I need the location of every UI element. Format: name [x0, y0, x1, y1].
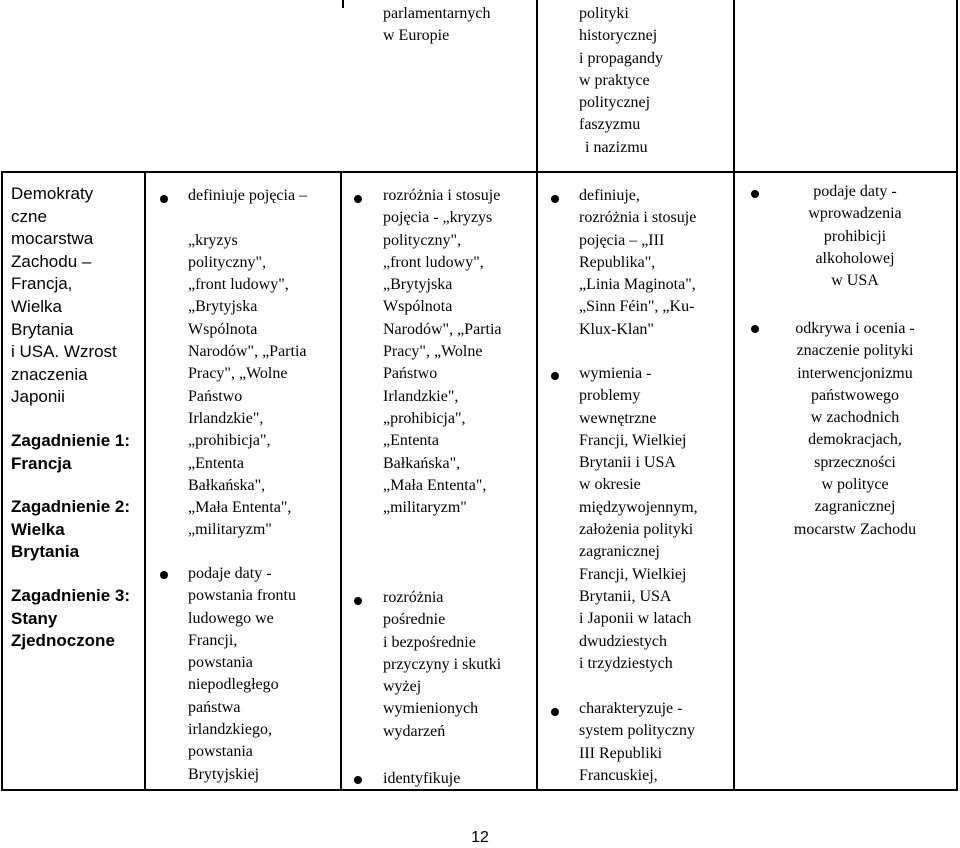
bullet-icon: [551, 708, 559, 716]
text-line: wewnętrzne: [579, 409, 657, 427]
text-line: wymienia -: [579, 365, 652, 382]
text-line: pojęcia – „III: [579, 231, 665, 249]
text-line: problemy: [579, 387, 641, 405]
text-line: III Republiki: [579, 744, 663, 762]
text-line: mocarstwa: [11, 229, 94, 249]
column-divider-1: [144, 171, 146, 791]
text-line: prohibicji: [823, 227, 887, 245]
text-line: polityczny",: [383, 231, 462, 249]
text-line: i bezpośrednie: [383, 633, 476, 651]
text-line: historycznej: [579, 27, 658, 45]
text-line: [188, 207, 307, 229]
bullet-icon: [160, 571, 168, 579]
text-line: Japonii: [11, 387, 65, 407]
text-line: zagranicznej: [814, 498, 896, 516]
text-line: Francja,: [11, 274, 73, 294]
text-line: politycznej: [579, 94, 651, 112]
text-line: „prohibicja",: [383, 409, 466, 427]
bullet-icon: [751, 325, 759, 333]
text-line: znaczenia: [11, 364, 88, 384]
text-line: „Brytyjska: [188, 298, 258, 316]
text-line: Demokraty: [11, 184, 94, 203]
text-line: Francji, Wielkiej: [579, 565, 687, 583]
list-item: [579, 185, 696, 341]
text-line: irlandzkiego,: [188, 721, 272, 739]
text-line: w USA: [831, 272, 879, 290]
text-line: założenia polityki: [579, 521, 694, 539]
text-line: „Mała Ententa",: [188, 499, 292, 517]
text-line: międzywojennym,: [579, 498, 698, 516]
text-line: „Brytyjska: [383, 276, 453, 294]
text-line: „prohibicja",: [188, 432, 271, 450]
text-line: dwudziestych: [579, 632, 667, 650]
topic-2: [11, 496, 130, 564]
text-line: Narodów", „Partia: [188, 343, 307, 361]
text-line: Irlandzkie",: [383, 387, 459, 405]
text-line: Zachodu –: [11, 251, 92, 271]
text-line: niepodległego: [188, 676, 279, 694]
text-line: faszyzmu: [579, 116, 641, 134]
list-item: [188, 185, 307, 542]
header-col5: [579, 3, 663, 159]
bullet-icon: [751, 190, 759, 198]
text-line: Francja: [11, 453, 72, 473]
text-line: alkoholowej: [815, 249, 895, 267]
list-item: [383, 185, 502, 519]
text-line: powstania frontu: [188, 587, 296, 605]
text-line: powstania: [188, 743, 253, 761]
text-line: Brytanii i USA: [579, 454, 676, 472]
text-line: Pracy", „Wolne: [383, 343, 483, 361]
text-line: charakteryzuje -: [579, 700, 683, 717]
text-line: „Linia Maginota",: [579, 276, 696, 294]
text-line: polityki: [579, 5, 629, 22]
text-line: mocarstw Zachodu: [793, 520, 917, 538]
bullet-icon: [551, 195, 559, 203]
list-item: [383, 587, 501, 743]
text-line: w Europie: [383, 27, 450, 45]
section-title: [11, 183, 117, 409]
text-line: Państwo: [383, 365, 438, 383]
topic-3: [11, 585, 130, 653]
text-line: Francji, Wielkiej: [579, 431, 687, 449]
text-line: Stany: [11, 608, 58, 628]
text-line: Wspólnota: [188, 320, 258, 338]
text-line: „militaryzm": [188, 521, 272, 539]
text-line: Brytania: [11, 542, 80, 562]
text-line: „Ententa: [188, 454, 244, 472]
text-line: w praktyce: [579, 71, 650, 89]
text-line: wymienionych: [383, 700, 479, 718]
text-line: sprzeczności: [814, 453, 896, 471]
text-line: podaje daty -: [813, 183, 897, 200]
bullet-icon: [354, 776, 362, 784]
text-line: system polityczny: [579, 722, 695, 740]
column-divider-2: [340, 171, 342, 791]
page-number: 12: [471, 829, 489, 846]
text-line: Francuskiej,: [579, 766, 658, 784]
text-line: „front ludowy",: [383, 253, 484, 271]
text-line: i nazizmu: [585, 138, 648, 156]
list-item: [383, 768, 460, 790]
text-line: ludowego we: [188, 609, 274, 627]
list-item: [765, 318, 945, 541]
text-line: Brytyjskiej: [188, 765, 260, 783]
text-line: polityczny",: [188, 253, 267, 271]
list-item: [579, 698, 695, 787]
column-divider-3: [342, 0, 344, 8]
text-line: znaczenie polityki: [796, 342, 914, 360]
bullet-icon: [354, 597, 362, 605]
text-line: rozróżnia i stosuje: [579, 209, 697, 227]
text-line: Bałkańska",: [383, 454, 461, 472]
text-line: „Mała Ententa",: [383, 476, 487, 494]
bullet-icon: [354, 195, 362, 203]
text-line: państwowego: [811, 386, 899, 404]
text-line: przyczyny i skutki: [383, 655, 502, 673]
text-line: i trzydziestych: [579, 654, 673, 672]
text-line: pośrednie: [383, 611, 446, 629]
text-line: Klux-Klan": [579, 320, 654, 338]
text-line: i propagandy: [579, 49, 663, 67]
text-line: Wielka: [11, 296, 63, 316]
text-line: w okresie: [579, 476, 641, 494]
text-line: Zjednoczone: [11, 631, 115, 651]
text-line: rozróżnia i stosuje: [383, 187, 501, 204]
text-line: definiuje,: [579, 187, 640, 204]
text-line: w polityce: [821, 476, 889, 494]
text-line: Narodów", „Partia: [383, 320, 502, 338]
text-line: Zagadnienie 2:: [11, 497, 131, 516]
text-line: Brytanii, USA: [579, 587, 672, 605]
text-line: interwencjonizmu: [797, 364, 913, 382]
text-line: Zagadnienie 1:: [11, 431, 131, 450]
text-line: definiuje pojęcia –: [188, 187, 308, 204]
text-line: wyżej: [383, 678, 422, 696]
text-line: Republika",: [579, 253, 656, 271]
column-divider-3b: [536, 0, 538, 791]
text-line: Pracy", „Wolne: [188, 365, 288, 383]
text-line: zagranicznej: [579, 543, 660, 561]
text-line: Zagadnienie 3:: [11, 586, 131, 605]
bullet-icon: [551, 372, 559, 380]
text-line: identyfikuje: [383, 770, 461, 787]
table-right-border: [956, 0, 958, 791]
header-col4: [383, 3, 491, 48]
text-line: pojęcia - „kryzys: [383, 209, 493, 227]
column-divider-4: [733, 0, 735, 791]
text-line: demokracjach,: [808, 431, 902, 449]
text-line: i Japonii w latach: [579, 610, 692, 628]
list-item: [188, 563, 296, 786]
text-line: i USA. Wzrost: [11, 342, 117, 362]
text-line: Wielka: [11, 519, 65, 539]
topic-1: [11, 430, 130, 475]
text-line: Brytania: [11, 319, 74, 339]
text-line: Francji,: [188, 631, 238, 649]
text-line: Bałkańska",: [188, 476, 266, 494]
text-line: „kryzys: [188, 231, 238, 249]
text-line: Irlandzkie",: [188, 409, 264, 427]
text-line: Wspólnota: [383, 298, 453, 316]
text-line: „Sinn Féin", „Ku-: [579, 298, 695, 316]
text-line: odkrywa i ocenia -: [795, 320, 915, 337]
text-line: powstania: [188, 654, 253, 672]
text-line: podaje daty -: [188, 565, 272, 582]
text-line: „militaryzm": [383, 499, 467, 517]
text-line: wprowadzenia: [808, 205, 902, 223]
list-item: [579, 363, 698, 675]
text-line: parlamentarnych: [383, 5, 491, 22]
text-line: rozróżnia: [383, 589, 444, 606]
text-line: Państwo: [188, 387, 243, 405]
text-line: wydarzeń: [383, 722, 446, 740]
text-line: „Ententa: [383, 432, 439, 450]
table-left-border: [1, 171, 3, 791]
text-line: w zachodnich: [810, 409, 900, 427]
bullet-icon: [160, 195, 168, 203]
text-line: państwa: [188, 698, 241, 716]
text-line: czne: [11, 206, 47, 226]
list-item: [765, 181, 945, 292]
text-line: „front ludowy",: [188, 276, 289, 294]
